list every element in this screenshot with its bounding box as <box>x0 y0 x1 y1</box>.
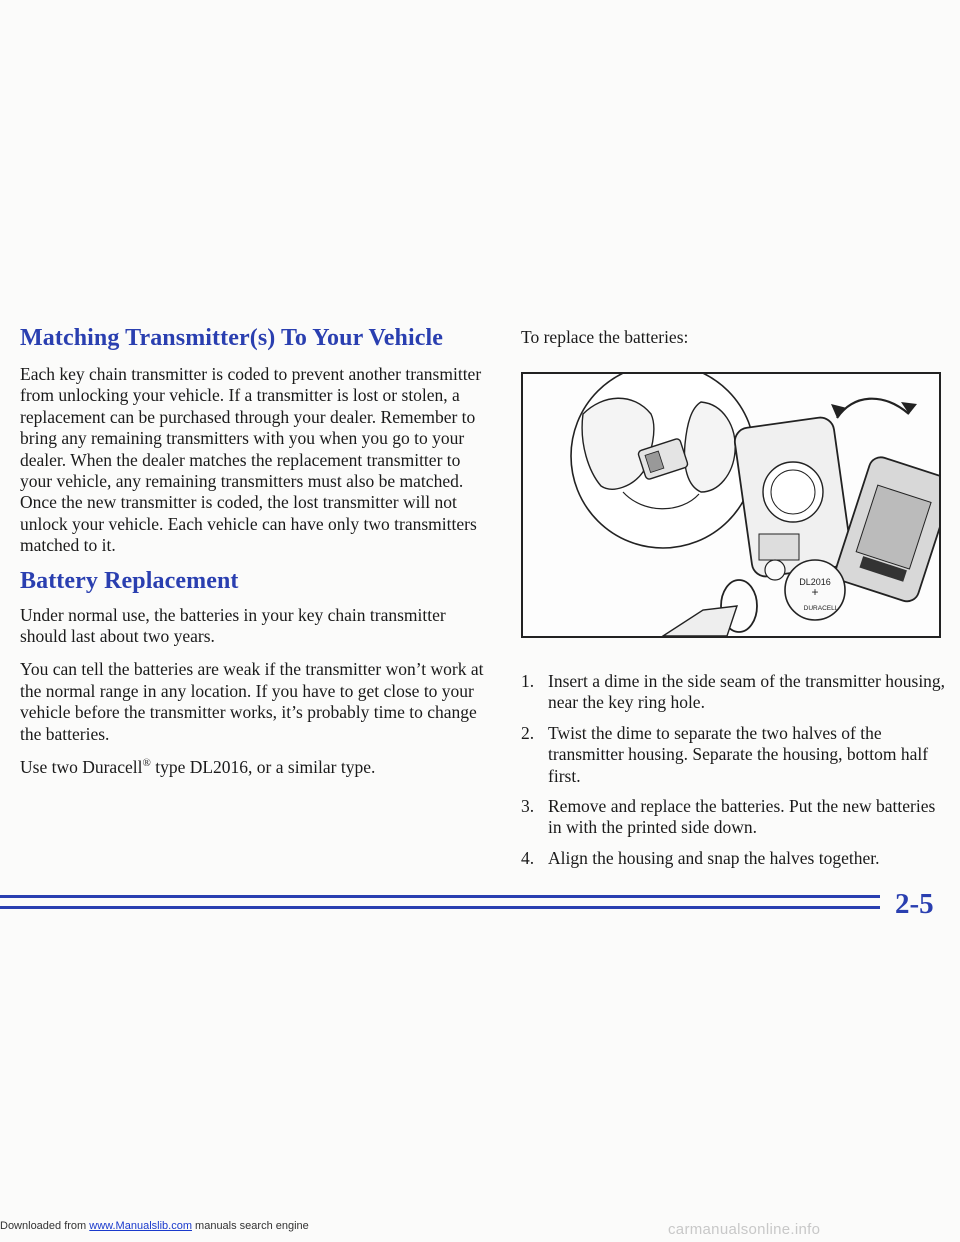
paragraph-battery-life: Under normal use, the batteries in your key chain transmitter should last about two years. <box>20 604 446 647</box>
page-number: 2-5 <box>895 888 934 920</box>
arrow-head-left <box>831 404 847 418</box>
battery-type-text-b: type DL2016, or a similar type. <box>150 757 376 778</box>
right-column <box>521 326 946 348</box>
replace-batteries-intro: To replace the batteries: <box>521 327 689 347</box>
step-text: Remove and replace the batteries. Put the new batteries in with the printed side down. <box>548 796 936 838</box>
battery-brand: DURACELL <box>803 605 839 612</box>
step-text: Insert a dime in the side seam of the transmitter housing, near the key ring hole. <box>548 671 946 713</box>
paragraph-battery-type <box>20 757 495 778</box>
footer-line-bottom <box>0 906 880 909</box>
step-number: 4. <box>521 847 535 868</box>
paragraph-matching: Each key chain transmitter is coded to prevent another transmitter from unlocking your vehicle. If a transmitter is lost or stolen, a replacement can be purchased through your dealer. Remember to bring any remaining transmitters with you when you go to your dealer. When the dealer matches the replacement transmitter to your vehicle, any remaining transmitters must also be matched. Once the new transmitter is coded, the lost transmitter will not unlock your vehicle. Each vehicle can have only two transmitters matched to it. <box>20 364 482 556</box>
key-fob-tag <box>663 606 737 636</box>
step-text: Align the housing and snap the halves together. <box>548 847 880 868</box>
step-text: Twist the dime to separate the two halves of the transmitter housing. Separate the housing, bottom half first. <box>548 722 929 786</box>
step-item <box>521 796 946 839</box>
banner-suffix: manuals search engine <box>191 1220 309 1232</box>
battery-type-text-a: Use two Duracell <box>20 757 143 778</box>
paragraph-battery-weak: You can tell the batteries are weak if the transmitter won’t work at the normal range in any location. If you have to get close to your vehicle before the transmitter works, it’s probably time to change the batteries. <box>20 659 484 744</box>
circuit-block <box>759 534 799 560</box>
step-number: 3. <box>521 796 535 817</box>
step-item <box>521 848 946 869</box>
banner-prefix: Downloaded from <box>0 1220 90 1232</box>
battery-coin-small <box>765 560 785 580</box>
battery-label: DL2016 <box>799 577 831 587</box>
left-column <box>20 322 495 779</box>
transmitter-illustration-svg <box>523 374 939 636</box>
step-number: 2. <box>521 722 535 743</box>
watermark: carmanualsonline.info <box>668 1221 821 1238</box>
manualslib-link[interactable]: www.Manualslib.com <box>89 1220 192 1232</box>
heading-battery-replacement: Battery Replacement <box>20 567 239 594</box>
step-number: 1. <box>521 671 535 691</box>
battery-slot <box>763 462 823 522</box>
battery-plus-sign: + <box>811 585 819 599</box>
footer-rule <box>0 895 880 915</box>
arrow-head-right <box>901 402 917 414</box>
heading-matching-transmitters: Matching Transmitter(s) To Your Vehicle <box>20 325 444 351</box>
replacement-steps <box>521 671 946 878</box>
rotation-arrow <box>837 399 909 418</box>
download-banner <box>0 1220 500 1232</box>
step-item <box>521 723 946 787</box>
battery-replacement-illustration <box>521 372 941 638</box>
registered-mark: ® <box>142 757 151 770</box>
step-item <box>521 671 946 714</box>
footer-line-top <box>0 895 880 898</box>
